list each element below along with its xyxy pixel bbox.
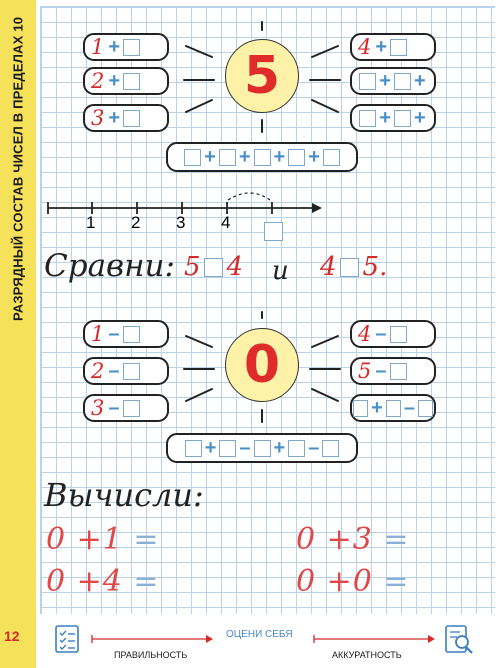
digit: 5. (362, 252, 388, 282)
diff-pill-1 (83, 320, 169, 348)
answer-box[interactable] (288, 149, 305, 166)
equals-sign: = (383, 522, 410, 557)
compare-heading: Сравни: (44, 248, 175, 284)
equals-sign: = (133, 522, 160, 557)
digit: 4 (358, 321, 372, 346)
number-line-arrow (312, 203, 322, 213)
diff-pill-4 (350, 320, 436, 348)
plus-sign: + (108, 107, 121, 129)
plus-sign: + (308, 146, 320, 168)
tick-label: 2 (131, 213, 141, 232)
sum-pill-bottom (166, 142, 358, 172)
digit: 4 (320, 252, 337, 282)
answer-box[interactable] (288, 440, 305, 457)
diff-pill-2 (83, 357, 169, 385)
plus-sign: + (238, 146, 251, 168)
diff-pill-3 (83, 394, 169, 422)
plus-sign: + (414, 107, 426, 129)
minus-sign: – (308, 437, 320, 459)
compare-box[interactable] (204, 258, 223, 277)
minus-sign: – (108, 323, 120, 345)
section-title: РАЗРЯДНЫЙ СОСТАВ ЧИСЕЛ В ПРЕДЕЛАХ 10 (10, 16, 26, 321)
arrow-left-icon (90, 634, 214, 644)
answer-box[interactable] (123, 39, 140, 56)
sum-pill-3 (83, 104, 169, 132)
answer-box[interactable] (394, 73, 411, 90)
compare-right (320, 254, 389, 280)
conjunction: и (272, 256, 289, 286)
digit: 1 (91, 321, 105, 346)
plus-sign: + (108, 70, 121, 92)
plus-sign: + (273, 146, 286, 168)
sum-pill-5 (350, 67, 436, 95)
operand: 0 (296, 522, 317, 557)
sum-pill-2 (83, 67, 169, 95)
plus-sign: + (379, 107, 391, 129)
digit: 5 (184, 252, 201, 282)
plus-sign: + (108, 36, 121, 58)
answer-box[interactable] (184, 149, 201, 166)
plus-sign: + (375, 36, 388, 58)
plus-sign: + (414, 70, 426, 92)
digit: 2 (91, 68, 105, 93)
minus-sign: – (108, 360, 120, 382)
answer-box[interactable] (390, 39, 407, 56)
answer-box[interactable] (254, 149, 271, 166)
answer-box[interactable] (123, 73, 140, 90)
operator: + (76, 564, 103, 599)
operator: + (76, 522, 103, 557)
answer-box[interactable] (418, 400, 433, 417)
calculate-heading: Вычисли: (44, 476, 204, 514)
tick-label: 1 (86, 213, 96, 232)
minus-sign: – (403, 397, 415, 419)
answer-box[interactable] (185, 440, 202, 457)
sun-number-0: 0 (225, 328, 299, 402)
answer-box[interactable] (264, 222, 283, 241)
answer-box[interactable] (390, 326, 407, 343)
arrow-right-icon (312, 634, 436, 644)
operand: 0 (296, 564, 317, 599)
answer-box[interactable] (123, 110, 140, 127)
diff-pill-5 (350, 357, 436, 385)
digit: 5 (358, 358, 372, 383)
plus-sign: + (204, 437, 217, 459)
operand: 4 (102, 564, 123, 599)
operand: 0 (46, 564, 67, 599)
label-neatness: АККУРАТНОСТЬ (332, 650, 402, 660)
sun-ray (312, 46, 338, 57)
answer-box[interactable] (254, 440, 271, 457)
expression-4 (296, 564, 410, 599)
digit: 1 (91, 34, 105, 59)
expression-1 (46, 522, 160, 557)
sun-ray (312, 336, 338, 347)
answer-box[interactable] (219, 149, 236, 166)
sun-ray (186, 100, 212, 112)
footer (36, 614, 500, 668)
operand: 3 (352, 522, 373, 557)
operator: + (326, 522, 353, 557)
answer-box[interactable] (386, 400, 401, 417)
sum-pill-1 (83, 33, 169, 61)
minus-sign: – (239, 437, 251, 459)
minus-sign: – (375, 323, 387, 345)
tick-label: 4 (221, 213, 231, 232)
plus-sign: + (204, 146, 216, 168)
digit: 3 (91, 105, 105, 130)
page-number: 12 (4, 628, 20, 644)
minus-sign: – (108, 397, 120, 419)
answer-box[interactable] (322, 440, 339, 457)
answer-box[interactable] (219, 440, 236, 457)
expression-2 (296, 522, 410, 557)
diff-pill-6 (350, 394, 436, 422)
minus-sign: – (375, 360, 387, 382)
jump-arc (228, 193, 270, 200)
sun-ray (186, 336, 212, 347)
digit: 4 (226, 252, 244, 282)
plus-sign: + (379, 70, 391, 92)
equals-sign: = (383, 564, 410, 599)
answer-box[interactable] (359, 73, 376, 90)
equals-sign: = (133, 564, 160, 599)
sun-ray (186, 389, 212, 401)
digit: 4 (358, 34, 372, 59)
operand: 0 (46, 522, 67, 557)
sum-pill-4 (350, 33, 436, 61)
digit: 3 (91, 395, 105, 420)
sun-ray (186, 46, 212, 57)
plus-sign: + (273, 437, 286, 459)
sum-pill-6 (350, 104, 436, 132)
answer-box[interactable] (123, 326, 140, 343)
answer-box[interactable] (390, 363, 407, 380)
tick-label: 3 (176, 213, 186, 232)
answer-box[interactable] (353, 400, 368, 417)
label-correctness: ПРАВИЛЬНОСТЬ (114, 650, 188, 660)
magnifier-icon (444, 624, 474, 654)
answer-box[interactable] (359, 110, 376, 127)
operand: 1 (102, 522, 123, 557)
sun-ray (312, 389, 338, 401)
answer-box[interactable] (394, 110, 411, 127)
label-self-assess: ОЦЕНИ СЕБЯ (226, 629, 293, 640)
compare-box[interactable] (340, 258, 359, 277)
digit: 2 (91, 358, 105, 383)
checklist-icon (54, 624, 82, 654)
compare-left (184, 254, 245, 280)
diff-pill-bottom (166, 433, 358, 463)
operand: 0 (352, 564, 373, 599)
sun-number-5: 5 (225, 39, 299, 113)
plus-sign: + (371, 397, 383, 419)
answer-box[interactable] (123, 363, 140, 380)
sun-ray (312, 100, 338, 112)
operator: + (326, 564, 353, 599)
expression-3 (46, 564, 160, 599)
answer-box[interactable] (123, 400, 140, 417)
answer-box[interactable] (323, 149, 340, 166)
